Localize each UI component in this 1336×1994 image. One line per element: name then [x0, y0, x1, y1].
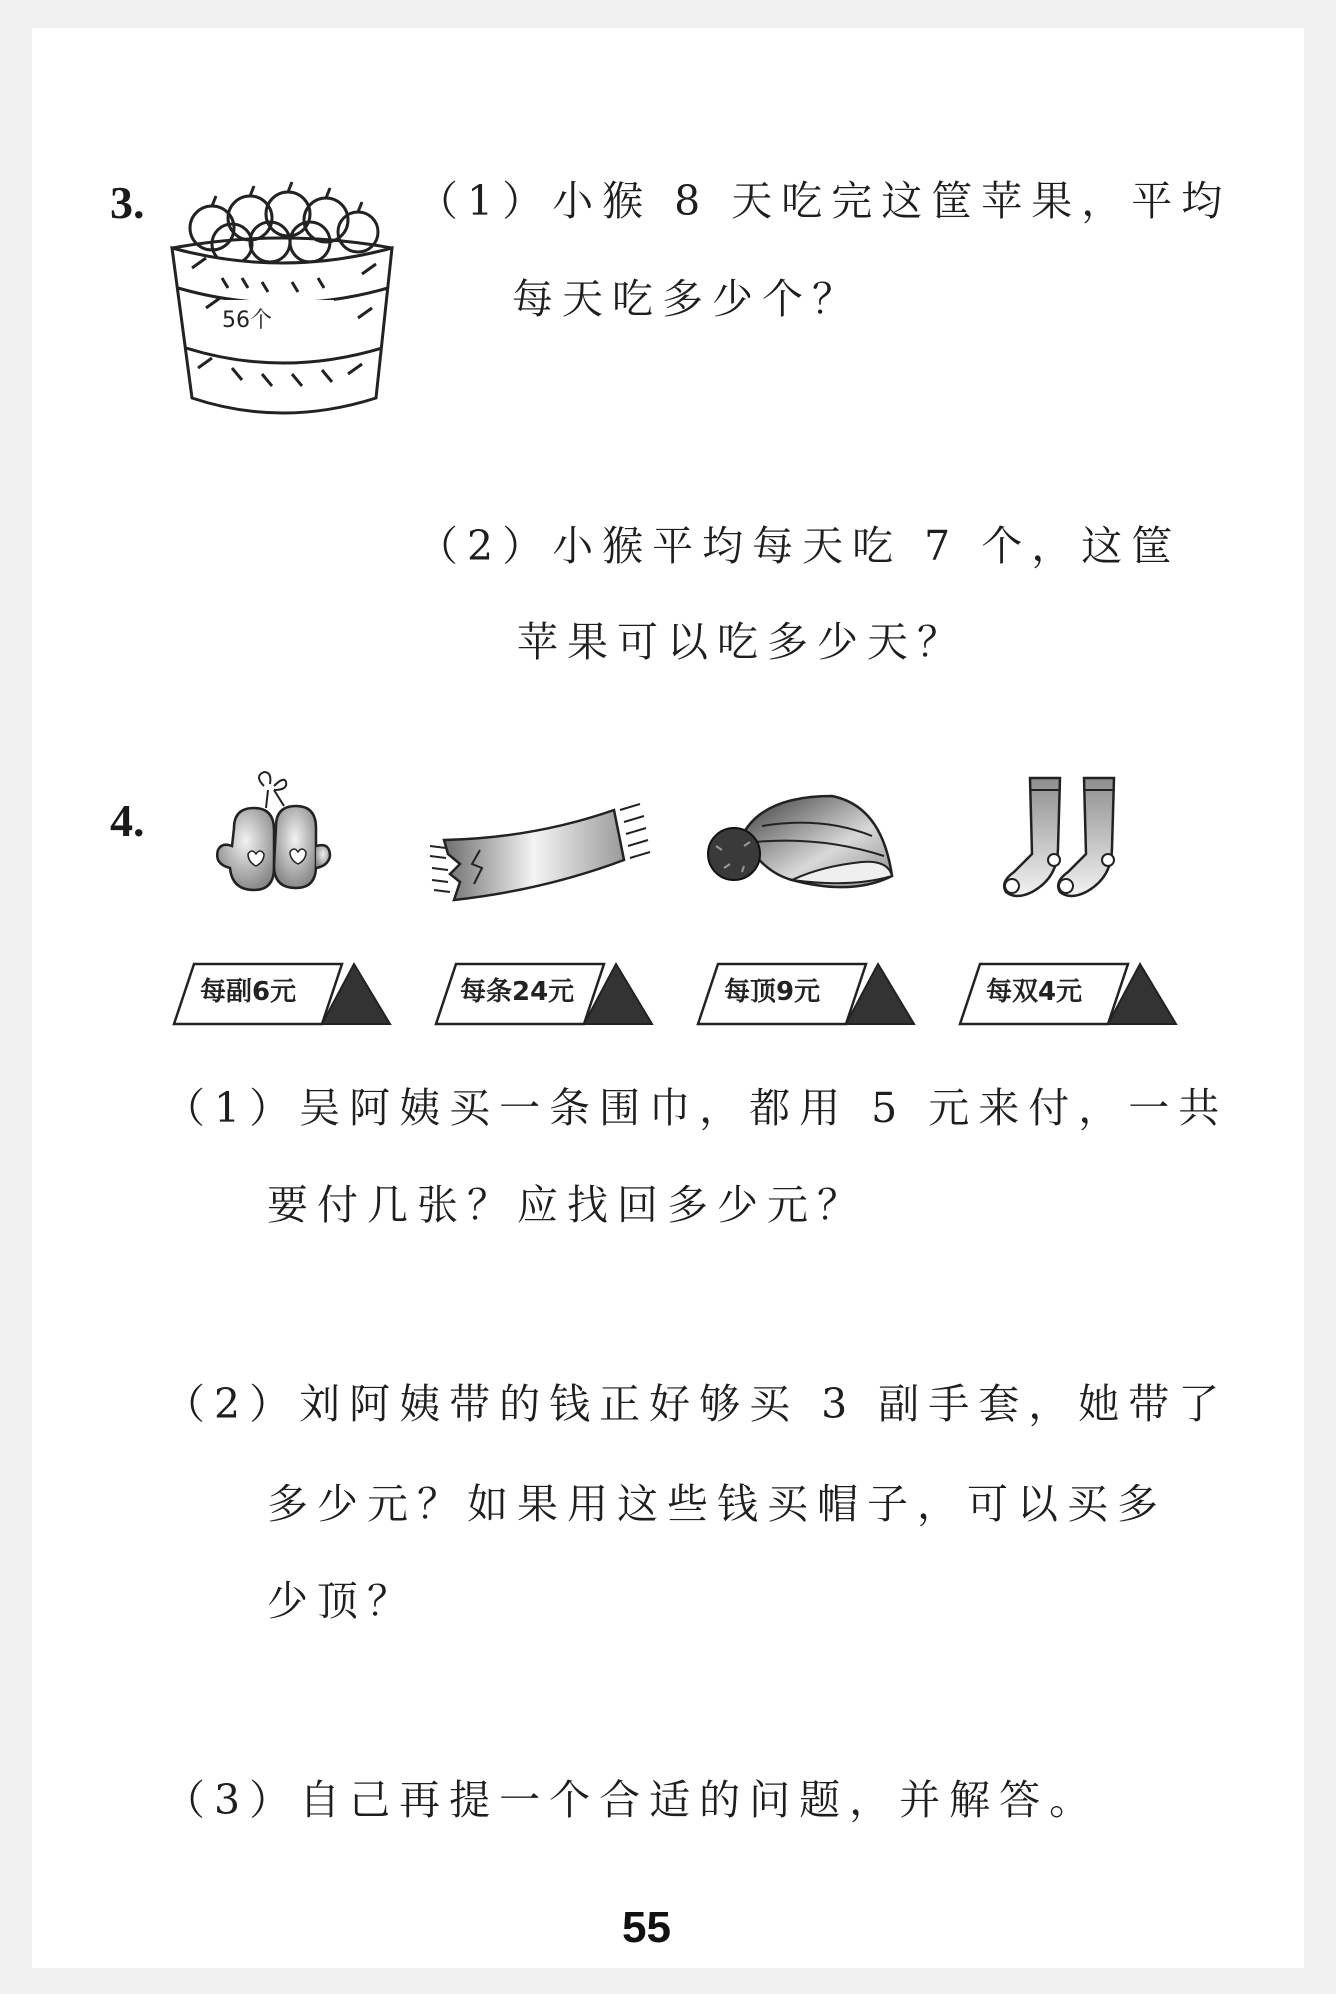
q4-part2-line2: 多少元？如果用这些钱买帽子，可以买多 [267, 1480, 1167, 1528]
q3-part2-line2: 苹果可以吃多少天？ [517, 618, 967, 666]
question-4-number: 4. [110, 795, 145, 846]
price-tag-mittens-label: 每副6元 [200, 977, 297, 1007]
q4-part3-line1: （3）自己再提一个合适的问题，并解答。 [164, 1776, 1100, 1824]
page-number: 55 [622, 1903, 671, 1952]
socks-icon [992, 768, 1142, 908]
price-tag-hat-label: 每顶9元 [724, 977, 821, 1007]
q4-part2-line3: 少顶？ [267, 1577, 417, 1625]
q3-part1-line1: （1）小猴 8 天吃完这筐苹果，平均 [417, 177, 1232, 225]
q4-part1-line2: 要付几张？应找回多少元？ [267, 1181, 867, 1229]
scarf-icon [424, 790, 664, 910]
q4-part2-line1: （2）刘阿姨带的钱正好够买 3 副手套，她带了 [164, 1380, 1229, 1428]
basket-quantity-label: 56个 [222, 308, 272, 333]
q3-part1-line2: 每天吃多少个？ [512, 275, 862, 323]
hat-icon [702, 776, 902, 906]
workbook-page [32, 28, 1304, 1968]
price-tag-scarf-label: 每条24元 [460, 977, 575, 1007]
question-3-number: 3. [110, 177, 145, 228]
apple-basket-illustration [162, 178, 402, 438]
price-tag-socks-label: 每双4元 [986, 977, 1083, 1007]
q4-part1-line1: （1）吴阿姨买一条围巾，都用 5 元来付，一共 [164, 1084, 1229, 1132]
mittens-icon [204, 768, 344, 908]
q3-part2-line1: （2）小猴平均每天吃 7 个，这筐 [417, 522, 1182, 570]
